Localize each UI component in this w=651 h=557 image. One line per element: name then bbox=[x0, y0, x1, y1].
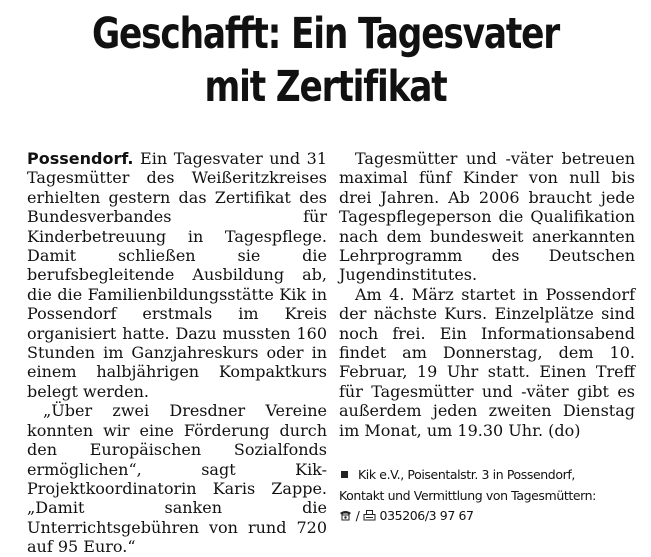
headline bbox=[65, 8, 586, 114]
headline-line-2: mit Zertifikat bbox=[204, 62, 447, 112]
bullet-icon bbox=[341, 471, 348, 478]
info-line bbox=[339, 465, 644, 486]
info-box bbox=[339, 465, 644, 527]
paragraph-text: Ein Tagesvater und 31 Tagesmütter des Weißeritzkreises erhielten gestern das Zertifikat des Bundesverbandes für Kinderbetreuung in Tagespflege. Damit schließen sie die berufsbegleitende Ausbildung ab, die die Familienbildungsstätte Kik in Possendorf erstmals im Kreis organisiert hatte. Dazu mussten 160 Stunden im Ganzjahreskurs oder in einem halbjährigen Kompaktkurs belegt werden. bbox=[27, 149, 327, 401]
phone-number: 035206/3 97 67 bbox=[379, 508, 474, 523]
dateline: Possendorf. bbox=[27, 149, 134, 168]
phone-icon bbox=[339, 510, 352, 521]
paragraph: Am 4. März startet in Possendorf der nächste Kurs. Einzelplätze sind noch frei. Ein Informationsabend findet am Donnerstag, dem 10. Februar, 19 Uhr statt. Einen Treff für Tagesmütter und -väter gibt es außerdem jeden zweiten Dienstag im Monat, um 19.30 Uhr. (do) bbox=[339, 284, 635, 440]
headline-line-1: Geschafft: Ein Tagesvater bbox=[91, 9, 560, 59]
paragraph: Tagesmütter und -väter betreuen maximal fünf Kinder von null bis drei Jahren. Ab 2006 braucht jede Tagespflegeperson die Qualifikation nach dem bundesweit anerkannten Lehrprogramm des Deutschen Jugendinstitutes. bbox=[339, 149, 635, 285]
info-contact: Kontakt und Vermittlung von Tagesmüttern: bbox=[339, 487, 596, 503]
info-phone-line bbox=[339, 506, 644, 527]
separator: / bbox=[352, 508, 363, 523]
paragraph: „Über zwei Dresdner Vereine konnten wir eine Förderung durch den Europäischen Sozialfonds ermöglichen“, sagt Kik-Projektkoordinatorin Karis Zappe. „Damit sanken die Unterrichtsgebühren von rund 720 auf 95 Euro.“ bbox=[27, 401, 327, 557]
paragraph bbox=[27, 149, 327, 401]
article-column-right bbox=[339, 149, 635, 440]
article-column-left bbox=[27, 149, 327, 557]
info-address: Kik e.V., Poisentalstr. 3 in Possendorf, bbox=[358, 467, 575, 482]
fax-icon bbox=[363, 510, 376, 521]
